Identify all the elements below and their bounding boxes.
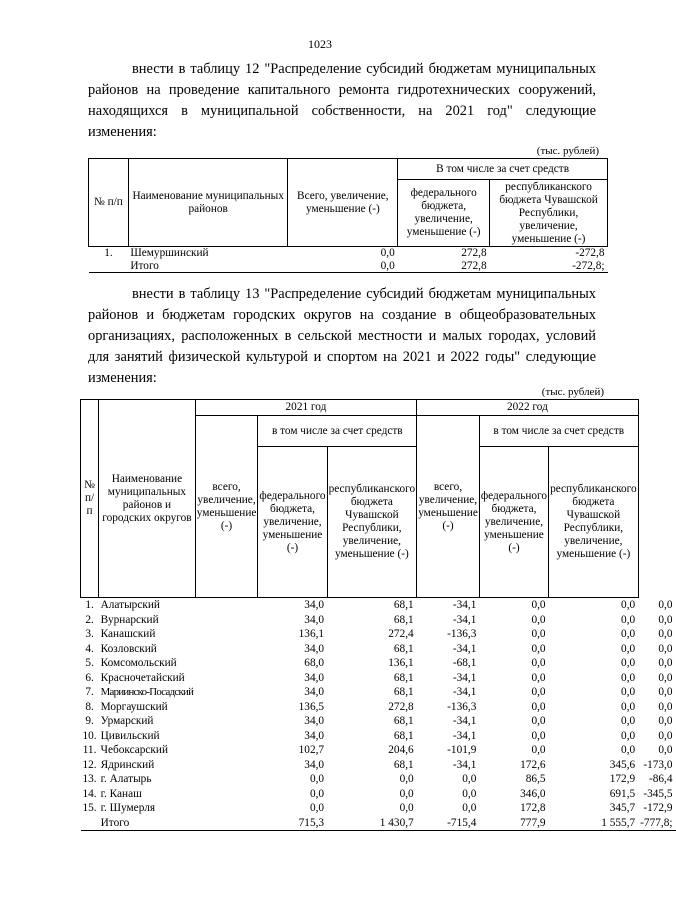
row-number: 1. [104,247,113,259]
paragraph-table-12: внести в таблицу 12 "Распределение субсидий бюджетам муниципальных районов на проведение капитального ремонта гидротехнических сооружений, находящихся в муниципальной собственности, на 2021 год" следующие изменения: [88,61,596,140]
table-row [81,801,676,816]
row-number: 9. [85,715,94,727]
row-name: Канашский [100,628,156,640]
col-header-total: Всего, увеличение, уменьшение (-) [288,159,398,247]
row-republic-2022: 0,0 [658,729,673,742]
row-federal-2022: 691,5 [609,787,636,800]
row-total-2021: 0,0 [309,802,325,814]
col-header-federal-2022: федерального бюджета, увеличение, уменьшение (-) [479,447,548,598]
col-header-republic-2021: республиканского бюджета Чувашской Республики, увеличение, уменьшение (-) [327,447,417,598]
row-name: г. Алатырь [100,773,152,785]
row-republic-2021: -101,9 [447,744,477,756]
row-republic-2022: -172,9 [643,802,673,814]
row-total-2021: 34,0 [304,613,325,626]
table-row [81,671,676,686]
row-republic: -272,8 [575,247,605,259]
col-header-including: В том числе за счет средств [398,159,608,180]
row-number: 14. [82,787,97,800]
row-name: Урмарский [100,715,154,727]
row-total: 0,0 [288,260,398,273]
col-header-republic: республиканского бюджета Чувашской Республики, увеличение, уменьшение (-) [490,180,608,247]
row-number: 1. [85,599,94,611]
row-total-2021: 102,7 [298,744,325,756]
row-number: 7. [85,686,94,698]
row-republic-2022: 0,0 [658,744,673,756]
row-republic-2022: -86,4 [648,773,673,785]
col-header-year-2022: 2022 год [417,400,638,416]
row-number: 11. [82,744,97,756]
row-republic-2022: 0,0 [658,613,673,626]
row-republic-2022: 0,0 [658,628,673,640]
row-total-2022: 777,9 [479,816,548,831]
row-republic-2021: 0,0 [462,802,477,814]
row-federal-2022: 0,0 [621,642,636,655]
row-federal-2021: 272,8 [388,700,414,713]
row-total-2022: 0,0 [531,700,546,713]
row-total-2022: 0,0 [531,744,546,756]
row-federal-2021: 68,1 [393,599,414,611]
row-republic-2022: 0,0 [658,715,673,727]
row-number: 2. [85,613,94,626]
table-row [81,642,676,657]
row-total-2021: 136,1 [298,628,325,640]
row-number: 10. [82,729,97,742]
row-number: 6. [85,671,94,684]
table-row [81,714,676,729]
row-total-2021: 0,0 [309,787,325,800]
row-total-2022: 0,0 [531,715,546,727]
row-name: г. Канаш [100,787,142,800]
row-name: Красночетайский [100,671,185,684]
col-header-year-2021: 2021 год [195,400,416,416]
row-republic-2021: -34,1 [452,671,477,684]
row-number: 15. [82,802,97,814]
row-republic-2021: -34,1 [452,715,477,727]
col-header-total-2021: всего, увеличение, уменьшение (-) [195,416,258,598]
row-republic: -272,8; [490,260,608,273]
row-federal-2021: 68,1 [393,613,414,626]
table-row [89,260,608,273]
col-header-including-2021: в том числе за счет средств [258,416,417,447]
row-federal-2021: 68,1 [393,729,414,742]
row-republic-2022: -345,5 [643,787,673,800]
row-name: Мариинско-Посадский [100,686,194,698]
table-row [81,787,676,802]
row-number: 8. [85,700,94,713]
table-row [81,627,676,642]
row-total-2021: 34,0 [304,671,325,684]
row-name: Цивильский [100,729,160,742]
row-total-2021: 136,5 [298,700,325,713]
row-total-2021: 34,0 [304,758,325,771]
row-federal-2021: 68,1 [393,642,414,655]
page-number: 1023 [308,37,332,51]
row-total-2022: 0,0 [531,657,546,669]
row-name: Шемуршинский [130,247,209,259]
row-republic-2022: 0,0 [658,642,673,655]
row-total-2021: 34,0 [304,686,325,698]
row-number: 5. [85,657,94,669]
row-total-2022: 172,6 [520,758,546,771]
row-republic-2022: 0,0 [658,598,673,611]
col-header-total-2022: всего, увеличение, уменьшение (-) [417,416,480,598]
row-federal-2021: 0,0 [399,773,414,785]
table-row [81,656,676,671]
row-republic-2021: 0,0 [462,787,477,800]
table-row [89,247,608,260]
table-row [81,700,676,715]
row-federal-2021: 68,1 [393,686,414,698]
row-republic-2021: 0,0 [462,773,477,785]
row-federal-2022: 0,0 [621,729,636,742]
row-republic-2021: -68,1 [452,657,477,669]
row-total-2022: 172,8 [520,802,546,814]
row-name: Ядринский [100,758,155,771]
table-row [81,743,676,758]
row-federal-2022: 345,6 [609,758,636,771]
row-number [81,816,99,831]
table-13 [80,399,676,831]
row-total: 0,0 [380,247,395,259]
row-republic-2022: 0,0 [658,686,673,698]
col-header-federal-2021: федерального бюджета, увеличение, уменьшение (-) [258,447,327,598]
row-total-2021: 0,0 [309,773,325,785]
row-republic-2021: -34,1 [452,686,477,698]
row-federal-2021: 204,6 [388,744,414,756]
row-total-2021: 68,0 [304,657,325,669]
row-federal-2022: 0,0 [621,671,636,684]
row-republic-2021: -34,1 [452,613,477,626]
row-federal-2022: 345,7 [609,802,636,814]
table-row [81,729,676,744]
row-total-2022: 0,0 [531,671,546,684]
row-total-2022: 86,5 [525,773,546,785]
row-name: г. Шумерля [100,802,156,814]
row-total-2022: 0,0 [531,642,546,655]
row-federal-2022: 0,0 [621,657,636,669]
col-header-name: Наименование муниципальных районов и городских округов [99,400,196,598]
row-number: 13. [82,773,97,785]
row-federal: 272,8 [398,260,490,273]
row-republic-2022: 0,0 [658,657,673,669]
row-name: Вурнарский [100,613,159,626]
row-number: 4. [85,642,94,655]
row-federal-2022: 1 555,7 [549,816,639,831]
col-header-federal: федерального бюджета, увеличение, уменьшение (-) [398,180,490,247]
table-row [81,816,676,831]
row-republic-2022: -173,0 [643,758,673,771]
row-total-2022: 0,0 [531,686,546,698]
row-total-2022: 0,0 [531,729,546,742]
col-header-num: № п/п [89,159,129,247]
row-republic-2021: -34,1 [452,642,477,655]
table-12 [88,158,608,273]
col-header-republic-2022: республиканского бюджета Чувашской Республики, увеличение, уменьшение (-) [549,447,639,598]
row-federal-2021: 68,1 [393,758,414,771]
row-federal-2021: 0,0 [399,802,414,814]
table-row [81,685,676,700]
row-total-2021: 34,0 [304,599,325,611]
row-republic-2021: -136,3 [447,628,477,640]
row-name: Козловский [100,642,157,655]
row-name: Итого [99,816,196,831]
row-republic-2021: -715,4 [417,816,480,831]
row-federal-2022: 0,0 [621,744,636,756]
row-number: 3. [85,628,94,640]
row-federal-2021: 272,4 [388,628,414,640]
row-federal-2022: 172,9 [609,773,636,785]
row-name: Чебоксарский [100,744,168,756]
row-total-2021: 715,3 [195,816,327,831]
row-federal-2021: 68,1 [393,715,414,727]
row-federal-2021: 0,0 [399,787,414,800]
row-republic-2021: -34,1 [452,758,477,771]
units-label: (тыс. рублей) [536,145,599,157]
row-republic-2022: 0,0 [658,700,673,713]
col-header-num: № п/п [81,400,99,598]
row-federal-2022: 0,0 [621,599,636,611]
paragraph-table-13: внести в таблицу 13 "Распределение субсидий бюджетам муниципальных районов и бюджетам городских округов на создание в общеобразовательных организациях, расположенных в сельской местности и малых городах, условий для занятий физической культурой и спортом на 2021 и 2022 годы" следующие изменения: [88,286,596,386]
row-federal-2021: 1 430,7 [327,816,417,831]
row-total-2022: 0,0 [531,599,546,611]
row-federal-2022: 0,0 [621,613,636,626]
row-name: Комсомольский [100,657,177,669]
row-total-2021: 34,0 [304,715,325,727]
row-federal-2022: 0,0 [621,700,636,713]
row-federal-2021: 136,1 [388,657,414,669]
col-header-including-2022: в том числе за счет средств [479,416,638,447]
row-total-2022: 0,0 [531,613,546,626]
row-republic-2021: -136,3 [447,700,477,713]
row-republic-2022: 0,0 [658,671,673,684]
row-federal-2022: 0,0 [621,686,636,698]
row-federal-2021: 68,1 [393,671,414,684]
row-number [89,260,129,273]
row-federal: 272,8 [461,247,487,259]
row-name: Алатырский [100,599,160,611]
table-row [81,758,676,773]
row-total-2022: 346,0 [520,787,546,800]
row-republic-2022: -777,8; [638,816,675,831]
table-row [81,772,676,787]
row-name: Моргаушский [100,700,168,713]
row-total-2022: 0,0 [531,628,546,640]
units-label: (тыс. рублей) [541,386,604,398]
row-republic-2021: -34,1 [452,729,477,742]
row-federal-2022: 0,0 [621,715,636,727]
row-republic-2021: -34,1 [452,599,477,611]
col-header-name: Наименование муниципальных районов [128,159,288,247]
row-federal-2022: 0,0 [621,628,636,640]
table-row [81,613,676,628]
row-total-2021: 34,0 [304,729,325,742]
row-total-2021: 34,0 [304,642,325,655]
row-number: 12. [82,758,97,771]
table-row [81,598,676,613]
row-name: Итого [128,260,288,273]
